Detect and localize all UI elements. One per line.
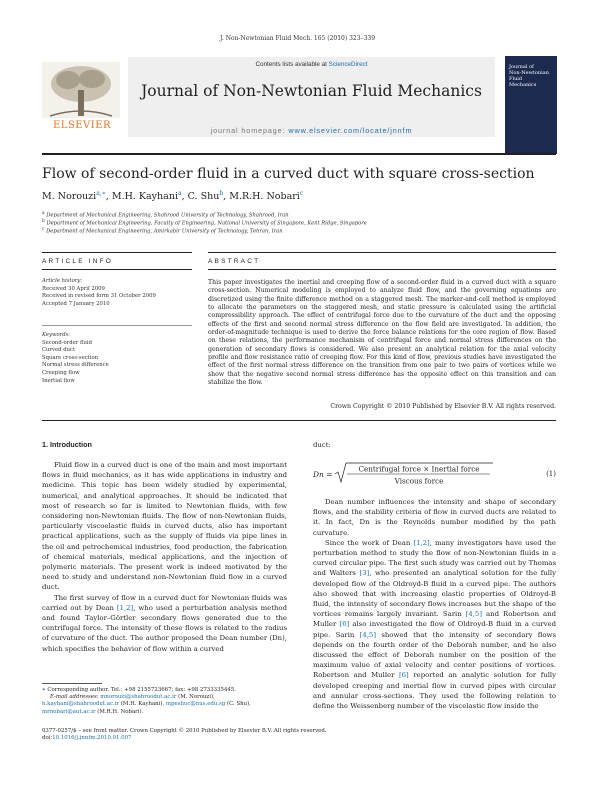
- intro-left-column: [42, 460, 287, 654]
- equation-number: (1): [546, 470, 556, 478]
- email-link[interactable]: mnorouzi@shahroodut.ac.ir: [100, 694, 177, 701]
- affiliation-mark: a: [42, 211, 45, 216]
- author-affil-mark[interactable]: a,∗: [96, 190, 106, 197]
- keywords: [42, 332, 192, 385]
- email-label: E-mail addresses:: [50, 694, 99, 701]
- abstract-rule-bottom: [42, 420, 556, 421]
- history-item: Received in revised form 31 October 2009: [42, 293, 156, 300]
- equation-1: [313, 462, 556, 488]
- text-run: , who used a perturbation analysis method and found Taylor–Görtler secondary flows generated due to the centrifugal force. The intensity of these flows is related to the radius of curvature of the duct. The author proposed the Dean number (Dn), which specifies the behavior of flow within a curved: [42, 603, 287, 653]
- sciencedirect-link[interactable]: ScienceDirect: [328, 61, 368, 68]
- keywords-label: Keywords:: [42, 332, 71, 338]
- doi-line: [42, 735, 556, 742]
- cover-line: Fluid: [509, 76, 523, 82]
- keyword: Curved duct: [42, 347, 76, 354]
- author-name: M. Norouzi: [42, 191, 97, 203]
- abstract-rule-top: [208, 252, 556, 253]
- paragraph: [313, 538, 556, 711]
- equation-fraction: [335, 462, 495, 488]
- email-link[interactable]: mrnobari@aut.ac.ir: [42, 708, 96, 715]
- text-run: showed that the intensity of secondary flows depends on the fourth order of the Deborah number, and he also discussed the effect of Deborah number on the position of the maximum value of axial velocity and center positions of vortices. Robertson and Muller: [313, 630, 556, 680]
- cover-line: Journal of: [509, 64, 534, 70]
- right-column-text: [313, 497, 556, 711]
- history-item: Accepted 7 January 2010: [42, 300, 110, 307]
- affiliation: [42, 211, 556, 219]
- corresponding-author: ∗ Corresponding author. Tel.: +98 2155723667; fax: +98 2733335445.: [42, 687, 236, 693]
- affiliation-mark: b: [42, 219, 45, 224]
- info-rule-mid: [42, 269, 192, 270]
- affiliation: [42, 227, 556, 235]
- journal-homepage: [128, 126, 495, 135]
- equation-lhs: Dn =: [313, 470, 333, 479]
- text-run: , many investigators have used the perturbation method to study the flow of non-Newtonian fluids in a curved circular pipe. The first such study was carried out by Thomas and Walters: [313, 538, 556, 578]
- author-name: C. Shu: [187, 191, 220, 203]
- article-info-heading: ARTICLE INFO: [42, 258, 114, 265]
- history-label: Article history:: [42, 278, 83, 284]
- abstract-rule-mid: [208, 269, 556, 270]
- cover-line: Non-Newtonian: [509, 70, 549, 76]
- citation-link[interactable]: [4,5]: [359, 630, 377, 639]
- citation-link[interactable]: [6]: [339, 620, 350, 629]
- citation-link[interactable]: [1,2]: [116, 603, 134, 612]
- journal-title: Journal of Non-Newtonian Fluid Mechanics: [141, 82, 482, 100]
- email-owner: (M.H. Kayhani),: [119, 701, 166, 708]
- front-matter: [42, 728, 556, 743]
- article-history: [42, 278, 192, 308]
- paragraph: [42, 593, 287, 654]
- abstract-heading: ABSTRACT: [208, 258, 261, 265]
- journal-cover-text: [509, 64, 555, 88]
- footnote: [42, 687, 287, 716]
- text-run: The first survey of flow in a curved duct for Newtonian fluids was carried out by Dean: [42, 593, 287, 612]
- homepage-prefix: journal homepage:: [210, 126, 286, 135]
- keyword: Square cross-section: [42, 354, 99, 361]
- text-run: also investigated the flow of Oldroyd-B fluid in a curved pipe. Sarin: [313, 620, 557, 639]
- equation-numerator: Centrifugal force × Inertial force: [358, 464, 480, 474]
- text-run: and Robertson and Muller: [313, 610, 556, 629]
- citation-link[interactable]: [6]: [398, 671, 409, 680]
- email-line: [42, 701, 287, 708]
- elsevier-tree-logo: [42, 62, 120, 152]
- keyword: Second-order fluid: [42, 339, 93, 346]
- abstract-text: This paper investigates the inertial and creeping flow of a second-order fluid in a curved duct with a square cross-section. Numerical modeling is employed to analyze fluid flow, and the governing equations are discretized using the finite difference method on a staggered mesh. The marker-and-cell method is employed to allocate the parameters on the staggered mesh, and static pressure is calculated using the artificial compressibility approach. The effect of centrifugal force due to the curvature of the duct and the opposing effects of the first and second normal stress difference on the flow field are investigated. In addition, the order-of-magnitude technique is used to derive the force balance relations for the core region of flow. Based on these relations, the performance mechanism of centrifugal force and normal stress differences on the generation of secondary flows is considered. We also present an analytical relation for the axial velocity profile and flow resistance ratio of creeping flow. For this kind of flow, previous studies have investigated the effect of the first normal stress difference on the transition from one pair to two pairs of vortices while we show that the negative second normal stress difference has the opposite effect on this transition and can stabilize the flow.: [208, 279, 556, 387]
- email-link[interactable]: h.kayhani@shahroodut.ac.ir: [42, 701, 120, 708]
- masthead-rule: [42, 153, 556, 155]
- footnote-rule: [42, 683, 102, 684]
- author-list: M. Norouzi$^{a,∗}$, M.H. Kayhani$^a$, C. Shu$^b$, M.R.H. Nobari$^c$: [42, 190, 304, 203]
- duct-word: duct:: [313, 441, 331, 449]
- affiliation-text: Department of Mechanical Engineering, Faculty of Engineering, National University of Singapore, Kent Ridge, Singapore: [46, 220, 367, 227]
- author-affil-mark[interactable]: a: [177, 190, 182, 197]
- doi-prefix: doi:: [42, 735, 53, 742]
- info-rule-keywords: [42, 325, 192, 326]
- citation-link[interactable]: [3]: [359, 569, 370, 578]
- email-owner: (C. Shu),: [225, 701, 251, 708]
- keyword: Normal stress difference: [42, 362, 109, 369]
- contents-line: [128, 61, 495, 68]
- article-title: Flow of second-order fluid in a curved duct with square cross-section: [42, 166, 535, 182]
- history-item: Received 30 April 2009: [42, 285, 105, 292]
- keyword: Inertial flow: [42, 377, 75, 384]
- paragraph: Dean number influences the intensity and shape of secondary flows, and the stability criteria of flow in curved ducts are related to it. In fact, Dn is the Reynolds number modified by the path curvature.: [313, 498, 556, 537]
- affiliation-text: Department of Mechanical Engineering, Shahrood University of Technology, Shahrood, Iran: [46, 212, 289, 219]
- doi-link[interactable]: 10.1016/j.jnnfm.2010.01.007: [52, 735, 132, 742]
- abstract-copyright: Crown Copyright © 2010 Published by Elsevier B.V. All rights reserved.: [330, 403, 556, 410]
- issn-line: 0377-0257/$ – see front matter. Crown Copyright © 2010 Published by Elsevier B.V. All rights reserved.: [42, 728, 327, 734]
- author-affil-mark[interactable]: c: [299, 190, 304, 197]
- email-link[interactable]: mpeshuc@nus.edu.sg: [165, 701, 226, 708]
- text-run: reported an analytic solution for fully developed creeping and inertial flow in curved pipes with circular and annular cross-sections. They used the following relation to define the Weissenberg number of the viscelastic flow inside the: [313, 671, 557, 711]
- cover-line: Mechanics: [509, 82, 537, 88]
- affiliation-mark: c: [42, 227, 45, 232]
- publisher-wordmark: ELSEVIER: [52, 120, 112, 131]
- text-run: Since the work of Dean: [325, 538, 414, 547]
- running-head: J. Non-Newtonian Fluid Mech. 165 (2010) 323–339: [219, 35, 376, 42]
- email-owner: (M.R.H. Nobari).: [95, 708, 144, 715]
- affiliation: [42, 219, 556, 227]
- author-affil-mark[interactable]: b: [219, 190, 224, 197]
- affiliation-text: Department of Mechanical Engineering, Amirkabir University of Technology, Tehran, Iran: [46, 228, 283, 235]
- equation-denominator: Viscous force: [394, 476, 444, 486]
- paragraph: Fluid flow in a curved duct is one of the main and most important flows in fluid mechanics, as it has wide applications in industry and medicine. This topic has been widely studied by experimental, numerical, and analytical approaches. It should be indicated that most of research so far is limited to Newtonian fluids, with few considering non-Newtonian fluids. The flow of non-Newtonian fluids, particularly viscoelastic fluids in curved ducts, also has important practical applications, such as the supply of fluids via pipe lines in the oil and petrochemical industries, food production, the fabrication of chemical materials, medical applications, and the injection of polymeric materials. The present work is indeed motivated by the need to study and understand non-Newtonian fluid flow in a curved duct.: [42, 461, 287, 592]
- keyword: Creeping flow: [42, 369, 80, 376]
- citation-link[interactable]: [1,2]: [413, 538, 430, 547]
- contents-prefix: Contents lists available at: [255, 61, 327, 68]
- info-rule-top: [42, 252, 192, 253]
- text-run: , who presented an analytical solution for the fully developed flow of the Oldroyd-B fluid in a curved pipe. The authors also showed that with increasing elastic properties of Oldroyd-B fluid, the intensity of secondary flows increases but the shape of the vortices remains largely invariant. Sarin: [313, 569, 557, 619]
- homepage-link[interactable]: www.elsevier.com/locate/jnnfm: [288, 126, 413, 135]
- email-line: [42, 709, 287, 716]
- author-name: M.R.H. Nobari: [229, 191, 300, 203]
- email-owner: (M. Norouzi),: [176, 694, 215, 701]
- citation-link[interactable]: [4,5]: [465, 610, 483, 619]
- section-heading-introduction: 1. Introduction: [42, 440, 92, 449]
- author-name: M.H. Kayhani: [111, 191, 178, 203]
